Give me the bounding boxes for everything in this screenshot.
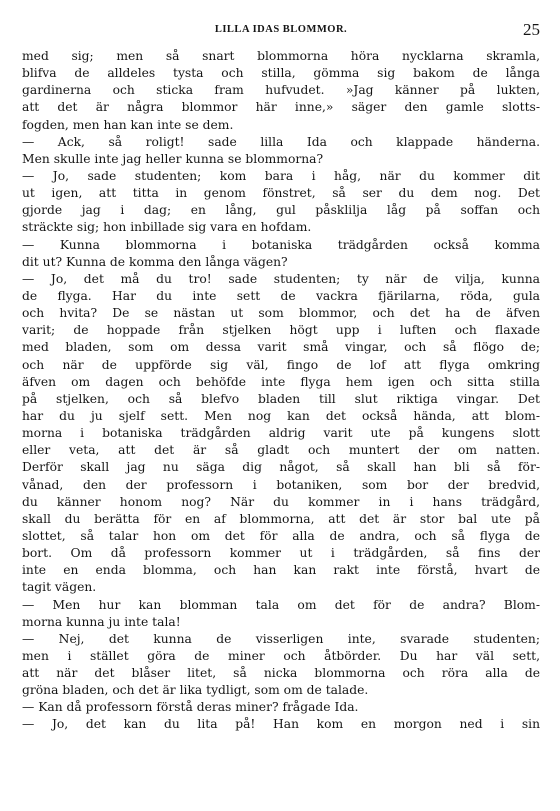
text-line: — Jo, det må du tro! sade studenten; ty när de vilja, kunna bbox=[22, 271, 540, 286]
text-line: skall du berätta för en af blommorna, att det är stor bal ute på bbox=[22, 511, 540, 526]
text-line: gröna bladen, och det är lika tydligt, som om de talade. bbox=[22, 683, 369, 698]
text-line: med sig; men så snart blommorna höra nycklarna skramla, bbox=[22, 49, 540, 63]
body-text bbox=[22, 48, 540, 734]
text-line: — Kan då professorn förstå deras miner? frågade Ida. bbox=[22, 700, 359, 715]
page-number: 25 bbox=[523, 20, 540, 39]
text-line: Men skulle inte jag heller kunna se blommorna? bbox=[22, 151, 324, 166]
text-line: med bladen, som om dessa varit små vingar, och så flögo de; bbox=[22, 340, 540, 355]
text-line: varit; de hoppade från stjelken högt upp i luften och flaxade bbox=[22, 323, 540, 338]
text-line: inte en enda blomma, och han kan rakt inte förstå, hvart de bbox=[22, 563, 540, 578]
text-line: morna i botaniska trädgården aldrig varit ute på kungens slott bbox=[22, 426, 540, 441]
text-line: och när de uppförde sig väl, fingo de lof att flyga omkring bbox=[22, 357, 540, 372]
text-line: Derför skall jag nu säga dig något, så skall han bli så för- bbox=[22, 460, 540, 475]
text-line: tagit vägen. bbox=[22, 580, 97, 595]
text-line: — Men hur kan blomman tala om det för de andra? Blom- bbox=[22, 597, 540, 612]
text-line: — Kunna blommorna i botaniska trädgården också komma bbox=[22, 237, 540, 252]
text-line: att det är några blommor här inne,» säger den gamle slotts- bbox=[22, 100, 540, 115]
text-line: men i stället göra de miner och åtbörder. Du har väl sett, bbox=[22, 648, 540, 663]
text-line: och hvita? De se nästan ut som blommor, och det ha de äfven bbox=[22, 306, 540, 321]
text-line: fogden, men han kan inte se dem. bbox=[22, 117, 234, 132]
text-line: de flyga. Har du inte sett de vackra fjärilarna, röda, gula bbox=[22, 288, 540, 303]
text-line: eller veta, att det är så gladt och muntert der om natten. bbox=[22, 443, 540, 458]
text-line: — Ack, så roligt! sade lilla Ida och klappade händerna. bbox=[22, 134, 540, 149]
text-line: slottet, så talar hon om det för alla de andra, och så flyga de bbox=[22, 528, 540, 543]
text-line: ut igen, att titta in genom fönstret, så ser du dem nog. Det bbox=[22, 186, 540, 201]
text-line: du känner honom nog? När du kommer in i hans trädgård, bbox=[22, 494, 540, 509]
page-header bbox=[22, 20, 540, 42]
text-line: blifva de alldeles tysta och stilla, gömma sig bakom de långa bbox=[22, 66, 540, 81]
text-line: gjorde jag i dag; en lång, gul påsklilja låg på soffan och bbox=[22, 203, 540, 218]
text-line: gardinerna och sticka fram hufvudet. »Jag känner på lukten, bbox=[22, 83, 540, 98]
text-line: att när det blåser litet, så nicka blommorna och röra alla de bbox=[22, 666, 540, 681]
text-line: vånad, den der professorn i botaniken, som bor der bredvid, bbox=[22, 477, 540, 492]
text-line: — Jo, det kan du lita på! Han kom en morgon ned i sin bbox=[22, 717, 540, 732]
text-line: på stjelken, och så blefvo bladen till slut riktiga vingar. Det bbox=[22, 391, 540, 406]
text-line: — Jo, sade studenten; kom bara i håg, när du kommer dit bbox=[22, 168, 540, 183]
text-line: äfven om dagen och behöfde inte flyga hem igen och sitta stilla bbox=[22, 374, 540, 389]
text-line: morna kunna ju inte tala! bbox=[22, 614, 181, 629]
text-line: — Nej, det kunna de visserligen inte, svarade studenten; bbox=[22, 631, 540, 646]
running-head: LILLA IDAS BLOMMOR. bbox=[214, 24, 348, 35]
text-line: har du ju sjelf sett. Men nog kan det också hända, att blom- bbox=[22, 408, 540, 423]
text-line: bort. Om då professorn kommer ut i trädgården, så fins der bbox=[22, 546, 540, 561]
text-line: sträckte sig; hon inbillade sig vara en hofdam. bbox=[22, 220, 312, 235]
text-line: dit ut? Kunna de komma den långa vägen? bbox=[22, 254, 288, 269]
